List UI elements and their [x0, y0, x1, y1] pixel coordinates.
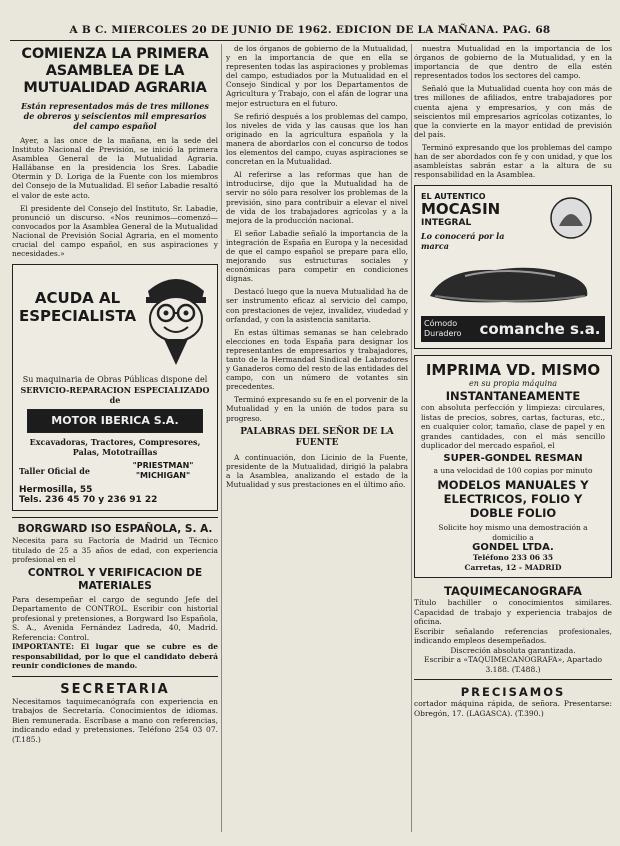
article-paragraph: Destacó luego que la nueva Mutualidad ha de ser instrumento eficaz al servicio del campo, con prestaciones de vejez, invalidez, viudedad y orfandad, y con la asistencia sanitaria.: [226, 287, 408, 324]
ad-secretaria-title: SECRETARIA: [60, 681, 170, 697]
article-paragraph: Ayer, a las once de la mañana, en la sede del Instituto Nacional de Previsión, se inició la primera Asamblea General de la Mutualidad Agraria. Hallábanse en la presidencia los Sres. Labadie Otermin y D. Loriga de la Fuente con los miembros del Consejo de la Mutualidad. El señor Labadie resaltó el valor de este acto.: [12, 136, 218, 200]
ad-borgward-title: BORGWARD ISO ESPAÑOLA, S. A.: [17, 523, 213, 536]
article-paragraph: Terminó expresando que los problemas del campo han de ser abordados con fe y con unidad, y que los asambleístas sabrán estar a la altura de su responsabilidad en la Asamblea.: [414, 142, 612, 180]
ad-especialista-brand: MOTOR IBERICA S.A.: [27, 409, 203, 433]
mechanic-face-illustration: [136, 269, 216, 369]
ad-separator: [12, 676, 218, 677]
ad-separator: [12, 517, 218, 518]
article-paragraph: Señaló que la Mutualidad cuenta hoy con más de tres millones de afiliados, entre trabajadores por cuenta ajena y empresarios, y con más de seiscientos mil empresarios agrícolas cotizantes, lo que la convierte en la mayor entidad de previsión del país.: [414, 84, 612, 139]
ad-imprima-machine: SUPER-GONDEL RESMAN: [443, 452, 583, 464]
ad-secretaria: [12, 682, 218, 745]
ad-mocasin-duradero: Duradero: [424, 329, 462, 339]
ad-taquimecanografa-title: TAQUIMECANOGRAFA: [444, 584, 582, 599]
ad-imprima-request: Solicite hoy mismo una demostración a domicilio a: [438, 523, 588, 542]
ad-mocasin-comodo: Cómodo: [424, 319, 458, 329]
ad-imprima-subtitle: en su propia máquina: [468, 379, 558, 389]
column-divider: [221, 44, 222, 832]
header-rule: [10, 40, 610, 41]
ad-borgward-importante: IMPORTANTE: El lugar que se cubre es de responsabilidad, por lo que el candidato deberá reunir condiciones de mando.: [12, 642, 218, 671]
ad-mocasin-line3: INTEGRAL: [421, 218, 472, 229]
ad-mocasin-brand: comanche s.a.: [475, 316, 605, 342]
column-middle: [226, 44, 408, 832]
ad-imprima-company: GONDEL LTDA.: [472, 542, 554, 554]
ad-taquimecanografa-address: Escribir a «TAQUIMECANOGRAFA», Apartado 3.188. (T.488.): [423, 655, 603, 674]
article-paragraph: En estas últimas semanas se han celebrado elecciones en toda España para designar los representantes de empresarios y trabajadores, tanto de la Hermandad Sindical de Labradores y Ganaderos como del resto de las entidades del campo, con un número de votantes sin precedentes.: [226, 327, 408, 392]
ad-especialista: [12, 264, 218, 511]
ad-borgward-details: Para desempeñar el cargo de segundo Jefe del Departamento de CONTROL. Escribir con historial profesional y pretensiones, a Borgward Iso Española, S. A., Avenida Fernández Ladreda, 40, Madrid. Referencia: Control.: [12, 594, 218, 642]
article-headline: COMIENZA LA PRIMERA ASAMBLEA DE LA MUTUALIDAD AGRARIA: [21, 46, 209, 96]
column-divider: [411, 44, 412, 832]
ad-imprima-title: IMPRIMA VD. MISMO: [425, 361, 601, 380]
ad-secretaria-text: Necesitamos taquimecanógrafa con experiencia en trabajos de Secretaría. Conocimientos de idiomas. Bien remunerada. Escríbase a mano con referencias, indicando edad y pretensiones. Teléfono 254 03 07. (T.185.): [12, 696, 218, 744]
article-paragraph: El señor Labadie señaló la importancia de la integración de España en Europa y la necesidad de que el campo español se prepare para ello, mejorando sus estructuras sociales y económicas para competir en condiciones dignas.: [226, 228, 408, 284]
ad-borgward-subtitle: CONTROL Y VERIFICACION DE MATERIALES: [27, 566, 203, 592]
ad-especialista-address: Hermosilla, 55: [19, 485, 93, 496]
moccasin-shoe-icon: [425, 258, 595, 306]
ad-taquimecanografa: [414, 584, 612, 674]
ad-especialista-phones: Tels. 236 45 70 y 236 91 22: [19, 495, 158, 506]
ad-imprima-address: Carretas, 12 - MADRID: [464, 562, 562, 572]
ad-imprima-speed: a una velocidad de 100 copias por minuto: [433, 465, 593, 475]
ad-especialista-service: SERVICIO-REPARACION ESPECIALIZADO de: [20, 385, 210, 406]
ad-borgward-text: Necesita para su Factoría de Madrid un Técnico titulado de 25 a 35 años de edad, con experiencia profesional en el: [12, 536, 218, 565]
column-left: [12, 44, 218, 832]
ad-mocasin: [414, 185, 612, 349]
brand-emblem-icon: [549, 196, 593, 240]
ad-separator: [414, 679, 612, 680]
ad-especialista-machines: Excavadoras, Tractores, Compresores, Palas, Mototraíllas: [29, 437, 201, 458]
article-paragraph: de los órganos de gobierno de la Mutualidad, y en la importancia de que en ella se representen todas las aspiraciones y problemas del campo, estudiados por la Mutualidad en el Consejo Sindical y por los Departamentos de Agricultura y Trabajo, con el afán de lograr una mejor estructura en el futuro.: [226, 44, 408, 108]
ad-imprima-phone: Teléfono 233 06 35: [472, 553, 554, 563]
ad-especialista-text: Su maquinaria de Obras Públicas dispone del: [22, 375, 208, 385]
ad-imprima-models: MODELOS MANUALES Y ELECTRICOS, FOLIO Y DOBLE FOLIO: [437, 478, 589, 521]
ad-taquimecanografa-text2: Escribir señalando referencias profesionales, indicando empleos desempeñados.: [414, 626, 612, 646]
article-subhead: Están representados más de tres millones de obreros y seiscientos mil empresarios del campo español: [21, 101, 209, 131]
page-header: A B C. MIERCOLES 20 DE JUNIO DE 1962. EDICION DE LA MAÑANA. PAG. 68: [69, 24, 551, 36]
article-paragraph: Terminó expresando su fe en el porvenir de la Mutualidad y en la unión de todos para su progreso.: [226, 395, 408, 423]
article-paragraph: Al referirse a las reformas que han de introducirse, dijo que la Mutualidad ha de servir no sólo para resolver los problemas de la previsión, sino para contribuir a elevar el nivel de vida de los trabajadores agrícolas y a la mejora de la producción nacional.: [226, 170, 408, 225]
article-paragraph: nuestra Mutualidad en la importancia de los órganos de gobierno de la Mutualidad, y en la importancia de que dentro de ella estén representados todos los sectores del campo.: [414, 44, 612, 81]
ad-precisamos-title: PRECISAMOS: [460, 685, 566, 700]
column-right: [414, 44, 612, 832]
ad-imprima-word: INSTANTANEAMENTE: [445, 389, 581, 404]
ad-especialista-taller-brands: "PRIESTMAN" "MICHIGAN": [132, 461, 194, 481]
ad-especialista-taller: Taller Oficial de: [19, 466, 90, 477]
ad-borgward: [12, 523, 218, 671]
ad-precisamos-text: cortador máquina rápida, de señora. Presentarse: Obregón, 17. (LAGASCA). (T.390.): [414, 699, 612, 718]
article-paragraph: A continuación, don Licinio de la Fuente, presidente de la Mutualidad, dirigió la palabra a la Asamblea, analizando el estado de la Mutualidad y sus prestaciones en el último año.: [226, 452, 408, 489]
ad-mocasin-line1: EL AUTENTICO: [421, 192, 486, 202]
mechanic-face-icon: [136, 269, 216, 369]
ad-mocasin-line2: MOCASIN: [421, 200, 501, 219]
ad-taquimecanografa-text: Título bachiller o conocimientos similares. Capacidad de trabajo y experiencia trabajos de oficina.: [414, 598, 612, 627]
ad-mocasin-line4: Lo conocerá por la marca: [421, 231, 505, 252]
ad-precisamos: [414, 685, 612, 718]
ad-imprima-text: con absoluta perfección y limpieza: circulares, listas de precios, sobres, cartas, facturas, etc., en cualquier color, tamaño, clase de papel y en grandes cantidades, con el más sencillo duplicador del mercado español, el: [421, 403, 605, 451]
ad-especialista-title-1: ACUDA AL: [34, 289, 121, 308]
ad-taquimecanografa-text3: Discreción absoluta garantizada.: [450, 645, 576, 655]
speech-heading: PALABRAS DEL SEÑOR DE LA FUENTE: [240, 426, 394, 448]
ad-mocasin-tagline: [421, 316, 477, 342]
ad-especialista-title-2: ESPECIALISTA: [19, 307, 137, 326]
article-paragraph: Se refirió después a los problemas del campo, los niveles de vida y las causas que los han originado en la agricultura española y la manera de abordarlos con el concurso de todos los elementos del campo, cuyas aspiraciones se concretan en la Mutualidad.: [226, 111, 408, 167]
ad-imprima: [414, 355, 612, 578]
article-paragraph: El presidente del Consejo del Instituto, Sr. Labadie, pronunció un discurso. «Nos reunimos—comenzó—convocados por la Asamblea General de la Mutualidad Nacional de Previsión Social Agraria, en el momento crucial del campo español, en sus aspiraciones y necesidades.»: [12, 203, 218, 259]
